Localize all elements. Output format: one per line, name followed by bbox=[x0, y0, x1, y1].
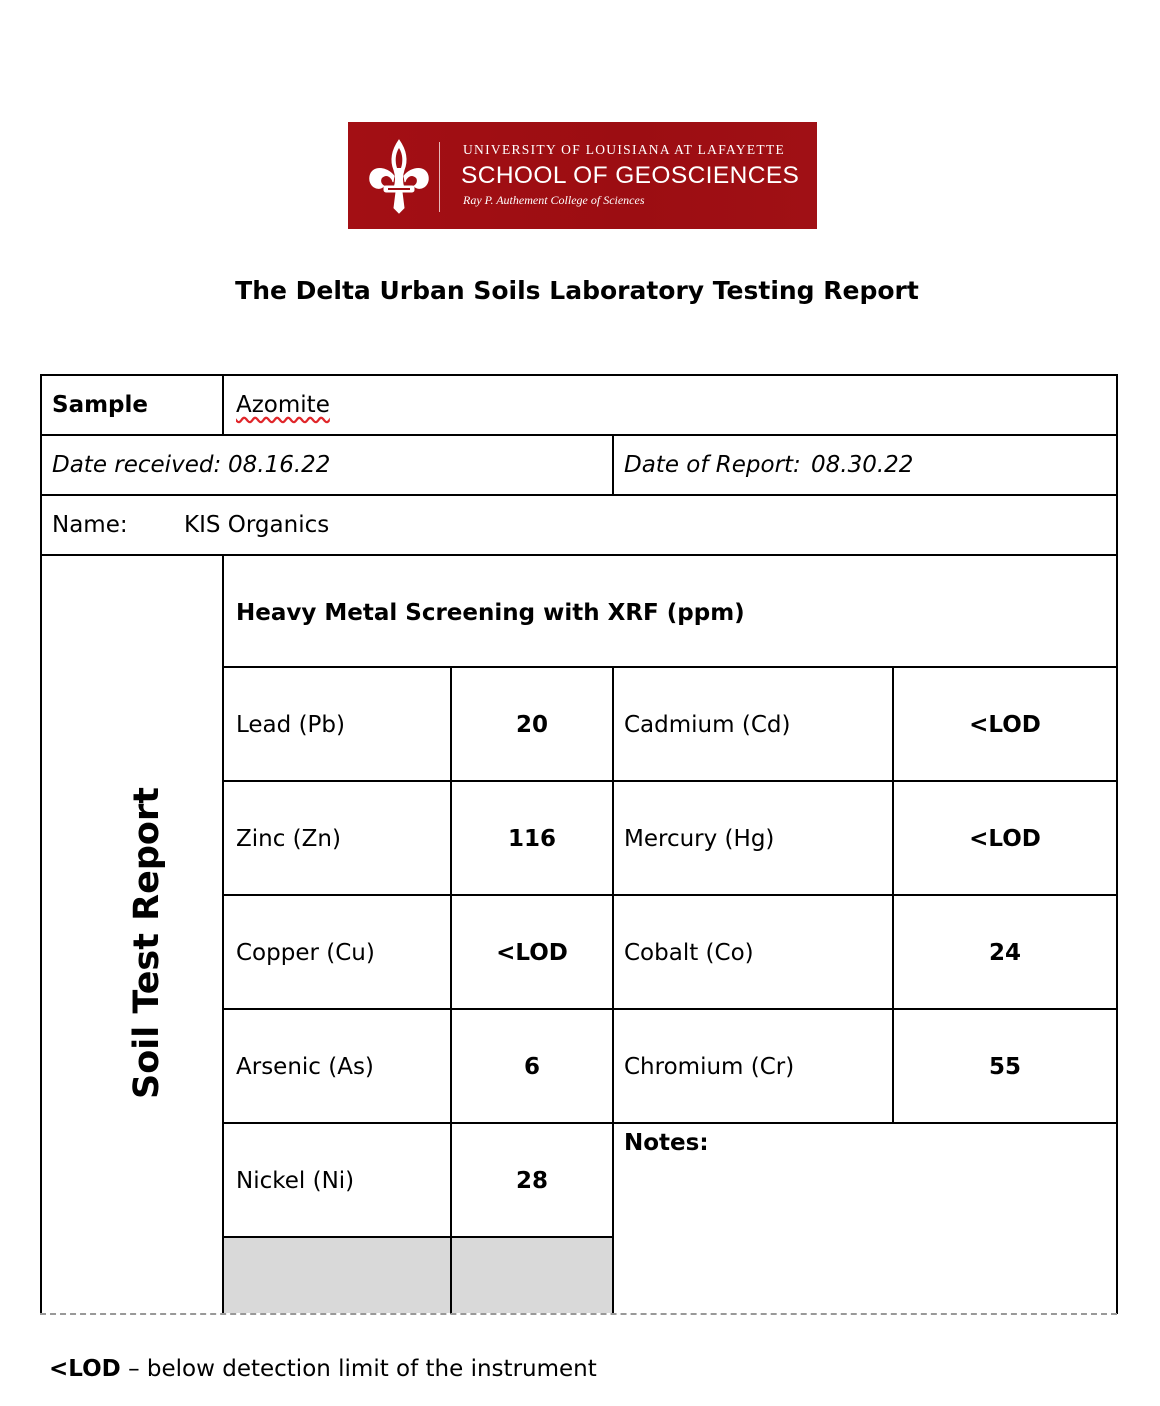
footnote-term: <LOD bbox=[49, 1356, 121, 1382]
table-rule bbox=[222, 554, 224, 1314]
logo-divider bbox=[439, 142, 440, 212]
table-border-right bbox=[1116, 374, 1118, 1314]
date-of-report-label: Date of Report: bbox=[624, 452, 801, 478]
table-rule bbox=[222, 1122, 1118, 1124]
name-label: Name: bbox=[52, 512, 128, 538]
table-rule bbox=[222, 894, 1118, 896]
metal-name: Lead (Pb) bbox=[236, 712, 345, 738]
date-of-report-value: 08.30.22 bbox=[811, 452, 914, 478]
logo-university-name: UNIVERSITY OF LOUISIANA AT LAFAYETTE bbox=[463, 142, 786, 157]
university-logo bbox=[348, 122, 817, 229]
table-rule bbox=[222, 780, 1118, 782]
empty-cell bbox=[452, 1238, 612, 1313]
sample-label: Sample bbox=[52, 392, 148, 418]
footnote bbox=[49, 1355, 597, 1383]
metal-value: <LOD bbox=[496, 940, 568, 966]
date-received-label: Date received: bbox=[52, 452, 222, 478]
report-title: The Delta Urban Soils Laboratory Testing Report bbox=[235, 276, 919, 305]
metal-value: 28 bbox=[515, 1168, 548, 1194]
table-rule bbox=[222, 1008, 1118, 1010]
table-rule bbox=[40, 434, 1118, 436]
notes-label: Notes: bbox=[624, 1130, 709, 1156]
date-received-value: 08.16.22 bbox=[228, 452, 331, 478]
metal-value: 6 bbox=[523, 1054, 540, 1080]
table-rule bbox=[40, 494, 1118, 496]
metal-name: Zinc (Zn) bbox=[236, 826, 341, 852]
section-title: Heavy Metal Screening with XRF (ppm) bbox=[236, 600, 745, 626]
table-border-top bbox=[40, 374, 1118, 376]
table-rule bbox=[450, 666, 452, 1314]
table-rule bbox=[222, 374, 224, 436]
table-rule bbox=[40, 554, 1118, 556]
table-rule bbox=[222, 666, 1118, 668]
metal-value: 55 bbox=[988, 1054, 1021, 1080]
metal-value: <LOD bbox=[969, 712, 1041, 738]
soil-test-report-label: Soil Test Report bbox=[127, 787, 167, 1099]
metal-name: Cobalt (Co) bbox=[624, 940, 754, 966]
logo-school-name: SCHOOL OF GEOSCIENCES bbox=[461, 162, 800, 189]
metal-name: Copper (Cu) bbox=[236, 940, 375, 966]
metal-name: Chromium (Cr) bbox=[624, 1054, 795, 1080]
metal-name: Nickel (Ni) bbox=[236, 1168, 355, 1194]
logo-college-name: Ray P. Authement College of Sciences bbox=[463, 193, 645, 207]
metal-value: 24 bbox=[988, 940, 1021, 966]
page-break-line bbox=[40, 1313, 1117, 1315]
metal-value: <LOD bbox=[969, 826, 1041, 852]
name-value: KIS Organics bbox=[184, 512, 330, 538]
table-border-left bbox=[40, 374, 42, 1314]
footnote-text: – below detection limit of the instrument bbox=[120, 1356, 597, 1382]
metal-name: Arsenic (As) bbox=[236, 1054, 374, 1080]
sample-value: Azomite bbox=[236, 392, 330, 418]
metal-value: 116 bbox=[507, 826, 556, 852]
fleur-de-lis-icon bbox=[364, 136, 434, 216]
empty-cell bbox=[224, 1238, 450, 1313]
table-rule bbox=[612, 434, 614, 496]
metal-name: Cadmium (Cd) bbox=[624, 712, 791, 738]
table-rule bbox=[612, 666, 614, 1314]
metal-value: 20 bbox=[515, 712, 548, 738]
metal-name: Mercury (Hg) bbox=[624, 826, 775, 852]
